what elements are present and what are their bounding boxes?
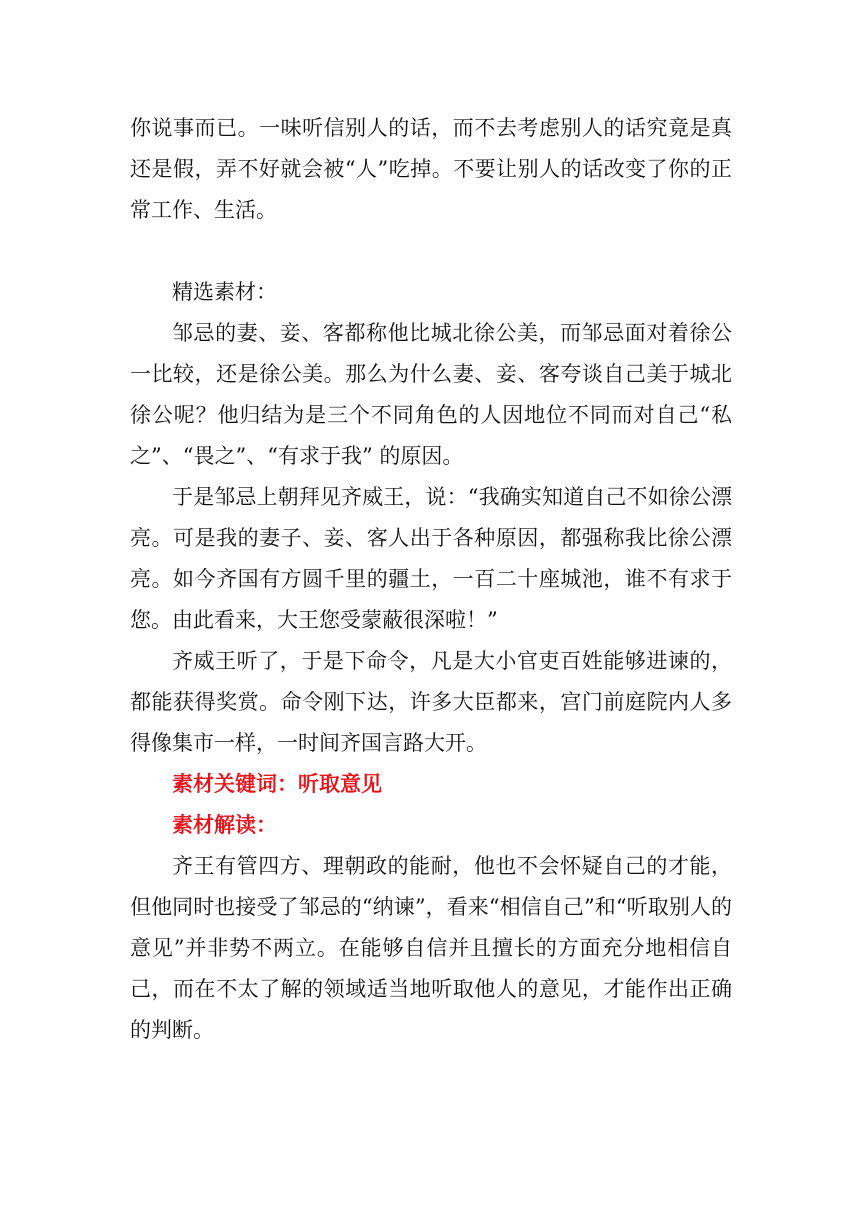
story-paragraph-3: 齐威王听了，于是下命令，凡是大小官吏百姓能够进谏的，都能获得奖赏。命令刚下达，许多大臣都来，宫门前庭院内人多得像集市一样，一时间齐国言路大开。 [130,649,732,755]
intro-paragraph: 你说事而已。一味听信别人的话，而不去考虑别人的话究竟是真还是假，弄不好就会被“人”吃掉。不要让别人的话改变了你的正常工作、生活。 [130,116,732,222]
paragraph-gap [130,231,732,272]
story-paragraph-2: 于是邹忌上朝拜见齐威王，说：“我确实知道自己不如徐公漂亮。可是我的妻子、妾、客人出于各种原因，都强称我比徐公漂亮。如今齐国有方圆千里的疆土，一百二十座城池，谁不有求于您。由此看来，大王您受蒙蔽很深啦！” [130,485,732,632]
story-paragraph-1: 邹忌的妻、妾、客都称他比城北徐公美，而邹忌面对着徐公一比较，还是徐公美。那么为什么妻、妾、客夸谈自己美于城北徐公呢？他归结为是三个不同角色的人因地位不同而对自己“私之”、“畏之”、“有求于我” 的原因。 [130,321,732,468]
material-heading: 精选素材： [172,280,277,304]
interpretation-paragraph: 齐王有管四方、理朝政的能耐，他也不会怀疑自己的才能，但他同时也接受了邹忌的“纳谏”，看来“相信自己”和“听取别人的意见”并非势不两立。在能够自信并且擅长的方面充分地相信自己，而在不太了解的领域适当地听取他人的意见，才能作出正确的判断。 [130,854,732,1042]
document-body [130,108,732,1051]
keyword-label: 素材关键词：听取意见 [172,772,382,796]
interpretation-label: 素材解读： [172,813,277,837]
